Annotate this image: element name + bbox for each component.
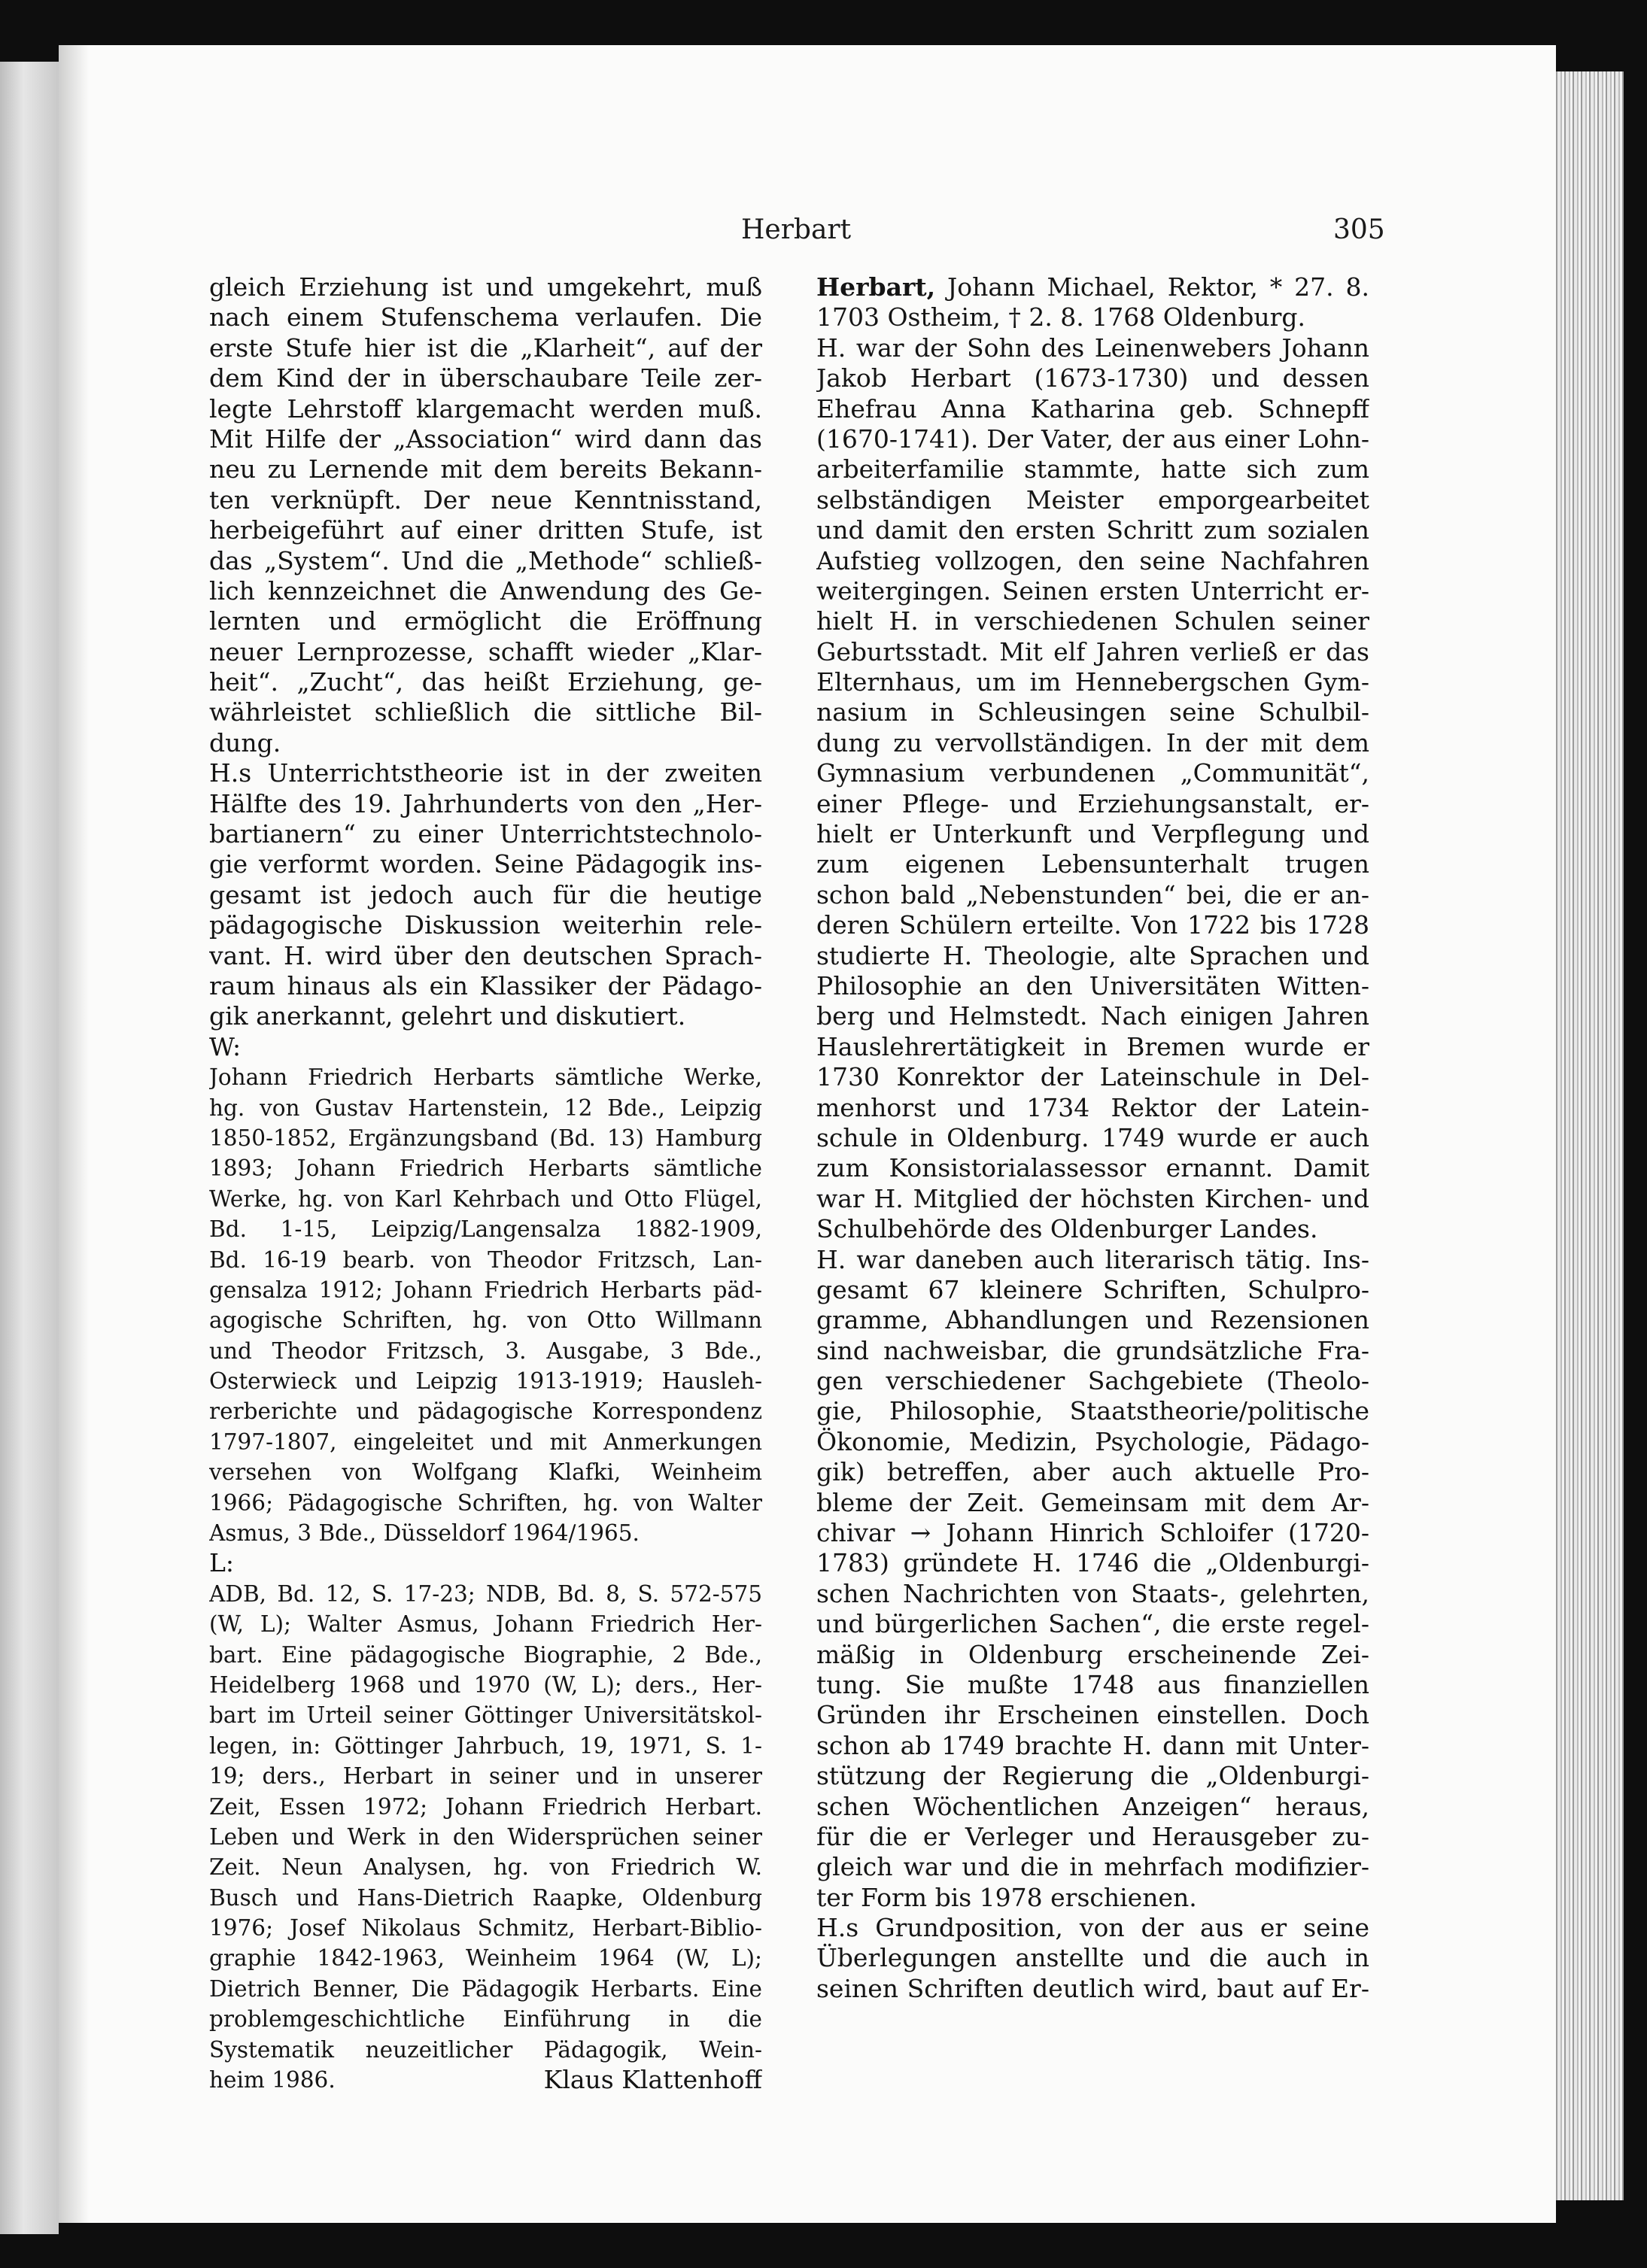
body-text-line: menhorst und 1734 Rektor der Latein- bbox=[816, 1092, 1369, 1122]
body-text-line: ten verknüpft. Der neue Kenntnisstand, bbox=[209, 484, 762, 515]
page-number: 305 bbox=[1333, 214, 1385, 245]
body-text-line: einer Pflege- und Erziehungsanstalt, er- bbox=[816, 788, 1369, 818]
body-text-line: hielt er Unterkunft und Verpflegung und bbox=[816, 819, 1369, 849]
body-text-line: dung zu vervollständigen. In der mit dem bbox=[816, 727, 1369, 758]
entry-head-rest: Johann Michael, Rektor, * 27. 8. bbox=[935, 272, 1369, 302]
body-text-line: raum hinaus als ein Klassiker der Pädago- bbox=[209, 970, 762, 1000]
body-text-line: gen verschiedener Sachgebiete (Theolo- bbox=[816, 1366, 1369, 1396]
works-line: gensalza 1912; Johann Friedrich Herbarts päd- bbox=[209, 1277, 762, 1303]
body-text-line: schen Wöchentlichen Anzeigen“ heraus, bbox=[816, 1791, 1369, 1821]
works-line: und Theodor Fritzsch, 3. Ausgabe, 3 Bde., bbox=[209, 1337, 762, 1364]
body-text-line: Mit Hilfe der „Association“ wird dann das bbox=[209, 424, 762, 454]
body-text-line: arbeiterfamilie stammte, hatte sich zum bbox=[816, 454, 1369, 484]
body-text-line: vant. H. wird über den deutschen Sprach- bbox=[209, 940, 762, 970]
body-text-line: lich kennzeichnet die Anwendung des Ge- bbox=[209, 575, 762, 606]
body-text-line: hielt H. in verschiedenen Schulen seiner bbox=[816, 606, 1369, 636]
body-text-line: schule in Oldenburg. 1749 wurde er auch bbox=[816, 1122, 1369, 1152]
body-text-line: seinen Schriften deutlich wird, baut auf Er- bbox=[816, 1973, 1369, 2003]
literature-line: Heidelberg 1968 und 1970 (W, L); ders., Her- bbox=[209, 1671, 762, 1698]
body-text-line: weitergingen. Seinen ersten Unterricht er- bbox=[816, 575, 1369, 606]
literature-heading: L: bbox=[209, 1548, 235, 1578]
literature-line: legen, in: Göttinger Jahrbuch, 19, 1971, S. 1- bbox=[209, 1732, 762, 1759]
literature-line: Leben und Werk in den Widersprüchen seiner bbox=[209, 1823, 762, 1850]
body-text-line: schon ab 1749 brachte H. dann mit Unter- bbox=[816, 1730, 1369, 1760]
body-text-line: Philosophie an den Universitäten Witten- bbox=[816, 970, 1369, 1000]
body-text-line: zum eigenen Lebensunterhalt trugen bbox=[816, 849, 1369, 879]
body-text-line: gik) betreffen, aber auch aktuelle Pro- bbox=[816, 1457, 1369, 1487]
body-text-line: Schulbehörde des Oldenburger Landes. bbox=[816, 1214, 1318, 1244]
works-heading: W: bbox=[209, 1031, 242, 1061]
previous-page-edge bbox=[0, 62, 59, 2234]
body-text-line: (1670-1741). Der Vater, der aus einer Lohn- bbox=[816, 424, 1369, 454]
body-text-line: legte Lehrstoff klargemacht werden muß. bbox=[209, 393, 762, 424]
body-text-line: war H. Mitglied der höchsten Kirchen- und bbox=[816, 1183, 1369, 1213]
works-line: Bd. 1-15, Leipzig/Langensalza 1882-1909, bbox=[209, 1216, 762, 1243]
body-text-line: Geburtsstadt. Mit elf Jahren verließ er das bbox=[816, 636, 1369, 666]
body-text-line: gleich war und die in mehrfach modifizier- bbox=[816, 1852, 1369, 1882]
works-line: Johann Friedrich Herbarts sämtliche Werke, bbox=[209, 1064, 762, 1091]
body-text-line: gik anerkannt, gelehrt und diskutiert. bbox=[209, 1001, 686, 1031]
left-column bbox=[209, 272, 762, 2095]
body-text-line: selbständigen Meister emporgearbeitet bbox=[816, 484, 1369, 515]
body-text-line: und damit den ersten Schritt zum sozialen bbox=[816, 515, 1369, 545]
body-text-line: schon bald „Nebenstunden“ bei, die er an- bbox=[816, 879, 1369, 909]
entry-head-line bbox=[816, 272, 1369, 302]
body-text-line: nasium in Schleusingen seine Schulbil- bbox=[816, 697, 1369, 727]
body-text-line: bleme der Zeit. Gemeinsam mit dem Ar- bbox=[816, 1487, 1369, 1517]
body-text-line: tung. Sie mußte 1748 aus finanziellen bbox=[816, 1669, 1369, 1699]
body-text-line: schen Nachrichten von Staats-, gelehrten, bbox=[816, 1578, 1369, 1608]
body-text-line: dem Kind der in überschaubare Teile zer- bbox=[209, 363, 762, 393]
body-text-line: das „System“. Und die „Methode“ schließ- bbox=[209, 545, 762, 575]
body-text-line: deren Schülern erteilte. Von 1722 bis 1728 bbox=[816, 910, 1369, 940]
body-text-line: 1703 Ostheim, † 2. 8. 1768 Oldenburg. bbox=[816, 302, 1306, 332]
body-text-line: neuer Lernprozesse, schafft wieder „Klar- bbox=[209, 636, 762, 666]
body-text-line: lernten und ermöglicht die Eröffnung bbox=[209, 606, 762, 636]
gutter-shadow bbox=[59, 45, 89, 2223]
body-text-line: Hauslehrertätigkeit in Bremen wurde er bbox=[816, 1031, 1369, 1061]
body-text-line: Aufstieg vollzogen, den seine Nachfahren bbox=[816, 545, 1369, 575]
works-line: hg. von Gustav Hartenstein, 12 Bde., Leipzig bbox=[209, 1095, 762, 1121]
right-column bbox=[816, 272, 1369, 2004]
body-text-line: bartianern“ zu einer Unterrichtstechnolo- bbox=[209, 819, 762, 849]
running-header: Herbart bbox=[741, 214, 852, 245]
literature-line: heim 1986. bbox=[209, 2067, 336, 2093]
literature-line: ADB, Bd. 12, S. 17-23; NDB, Bd. 8, S. 572-575 bbox=[209, 1580, 762, 1607]
literature-line: graphie 1842-1963, Weinheim 1964 (W, L); bbox=[209, 1945, 762, 1972]
body-text-line: gie, Philosophie, Staatstheorie/politische bbox=[816, 1396, 1369, 1426]
works-line: 1966; Pädagogische Schriften, hg. von Walter bbox=[209, 1489, 762, 1516]
body-text-line: berg und Helmstedt. Nach einigen Jahren bbox=[816, 1001, 1369, 1031]
body-text-line: gie verformt worden. Seine Pädagogik ins- bbox=[209, 849, 762, 879]
body-text-line: Gründen ihr Erscheinen einstellen. Doch bbox=[816, 1700, 1369, 1730]
works-line: rerberichte und pädagogische Korrespondenz bbox=[209, 1398, 762, 1425]
body-text-line: ter Form bis 1978 erschienen. bbox=[816, 1882, 1197, 1912]
works-line: Asmus, 3 Bde., Düsseldorf 1964/1965. bbox=[209, 1520, 640, 1547]
works-line: agogische Schriften, hg. von Otto Willmann bbox=[209, 1307, 762, 1334]
body-text-line: Überlegungen anstellte und die auch in bbox=[816, 1943, 1369, 1973]
literature-line: 1976; Josef Nikolaus Schmitz, Herbart-Biblio- bbox=[209, 1915, 762, 1942]
literature-line: 19; ders., Herbart in seiner und in unserer bbox=[209, 1763, 762, 1790]
body-text-line: gesamt ist jedoch auch für die heutige bbox=[209, 879, 762, 909]
body-text-line: Ehefrau Anna Katharina geb. Schnepff bbox=[816, 393, 1369, 424]
body-text-line: Ökonomie, Medizin, Psychologie, Pädago- bbox=[816, 1426, 1369, 1456]
literature-line: Zeit, Essen 1972; Johann Friedrich Herbart. bbox=[209, 1793, 762, 1820]
article-author: Klaus Klattenhoff bbox=[543, 2065, 762, 2095]
body-text-line: Jakob Herbart (1673-1730) und dessen bbox=[816, 363, 1369, 393]
body-text-line: herbeigeführt auf einer dritten Stufe, ist bbox=[209, 515, 762, 545]
literature-line: Dietrich Benner, Die Pädagogik Herbarts. Eine bbox=[209, 1975, 762, 2002]
body-text-line: mäßig in Oldenburg erscheinende Zei- bbox=[816, 1639, 1369, 1669]
body-text-line: gleich Erziehung ist und umgekehrt, muß bbox=[209, 272, 762, 302]
body-text-line: 1730 Konrektor der Lateinschule in Del- bbox=[816, 1062, 1369, 1092]
works-line: Werke, hg. von Karl Kehrbach und Otto Flügel, bbox=[209, 1186, 762, 1212]
body-text-line: dung. bbox=[209, 727, 281, 758]
literature-line: Systematik neuzeitlicher Pädagogik, Wein- bbox=[209, 2036, 762, 2063]
body-text-line: H. war daneben auch literarisch tätig. Ins- bbox=[816, 1244, 1369, 1274]
works-line: 1850-1852, Ergänzungsband (Bd. 13) Hamburg bbox=[209, 1125, 762, 1151]
body-text-line: studierte H. Theologie, alte Sprachen und bbox=[816, 940, 1369, 970]
body-text-line: heit“. „Zucht“, das heißt Erziehung, ge- bbox=[209, 667, 762, 697]
literature-line: problemgeschichtliche Einführung in die bbox=[209, 2006, 762, 2033]
literature-line: bart. Eine pädagogische Biographie, 2 Bde., bbox=[209, 1641, 762, 1668]
body-text-line: Elternhaus, um im Hennebergschen Gym- bbox=[816, 667, 1369, 697]
body-text-line: chivar → Johann Hinrich Schloifer (1720- bbox=[816, 1518, 1369, 1548]
body-text-line: pädagogische Diskussion weiterhin rele- bbox=[209, 910, 762, 940]
body-text-line: zum Konsistorialassessor ernannt. Damit bbox=[816, 1153, 1369, 1183]
works-line: 1797-1807, eingeleitet und mit Anmerkungen bbox=[209, 1429, 762, 1455]
body-text-line: H. war der Sohn des Leinenwebers Johann bbox=[816, 332, 1369, 363]
literature-line: (W, L); Walter Asmus, Johann Friedrich Her- bbox=[209, 1611, 762, 1638]
body-text-line: Hälfte des 19. Jahrhunderts von den „Her- bbox=[209, 788, 762, 818]
body-text-line: erste Stufe hier ist die „Klarheit“, auf der bbox=[209, 332, 762, 363]
body-text-line: sind nachweisbar, die grundsätzliche Fra- bbox=[816, 1335, 1369, 1365]
body-text-line: Gymnasium verbundenen „Communität“, bbox=[816, 758, 1369, 788]
works-line: Osterwieck und Leipzig 1913-1919; Hausleh- bbox=[209, 1368, 762, 1395]
page-stack-edge bbox=[1556, 71, 1624, 2200]
body-text-line: neu zu Lernende mit dem bereits Bekann- bbox=[209, 454, 762, 484]
body-text-line: 1783) gründete H. 1746 die „Oldenburgi- bbox=[816, 1548, 1369, 1578]
literature-line: Zeit. Neun Analysen, hg. von Friedrich W. bbox=[209, 1854, 762, 1881]
literature-line: bart im Urteil seiner Göttinger Universitätskol- bbox=[209, 1702, 762, 1729]
works-line: 1893; Johann Friedrich Herbarts sämtliche bbox=[209, 1155, 762, 1182]
body-text-line: stützung der Regierung die „Oldenburgi- bbox=[816, 1761, 1369, 1791]
body-text-line: H.s Grundposition, von der aus er seine bbox=[816, 1913, 1369, 1943]
body-text-line: H.s Unterrichtstheorie ist in der zweiten bbox=[209, 758, 762, 788]
literature-line: Busch und Hans-Dietrich Raapke, Oldenburg bbox=[209, 1884, 762, 1911]
works-line: Bd. 16-19 bearb. von Theodor Fritzsch, Lan- bbox=[209, 1246, 762, 1273]
works-line: versehen von Wolfgang Klafki, Weinheim bbox=[209, 1459, 762, 1486]
body-text-line: nach einem Stufenschema verlaufen. Die bbox=[209, 302, 762, 332]
body-text-line: gramme, Abhandlungen und Rezensionen bbox=[816, 1305, 1369, 1335]
body-text-line: währleistet schließlich die sittliche Bil- bbox=[209, 697, 762, 727]
body-text-line: gesamt 67 kleinere Schriften, Schulpro- bbox=[816, 1274, 1369, 1304]
body-text-line: für die er Verleger und Herausgeber zu- bbox=[816, 1821, 1369, 1851]
entry-name: Herbart, bbox=[816, 272, 936, 302]
body-text-line: und bürgerlichen Sachen“, die erste regel- bbox=[816, 1609, 1369, 1639]
